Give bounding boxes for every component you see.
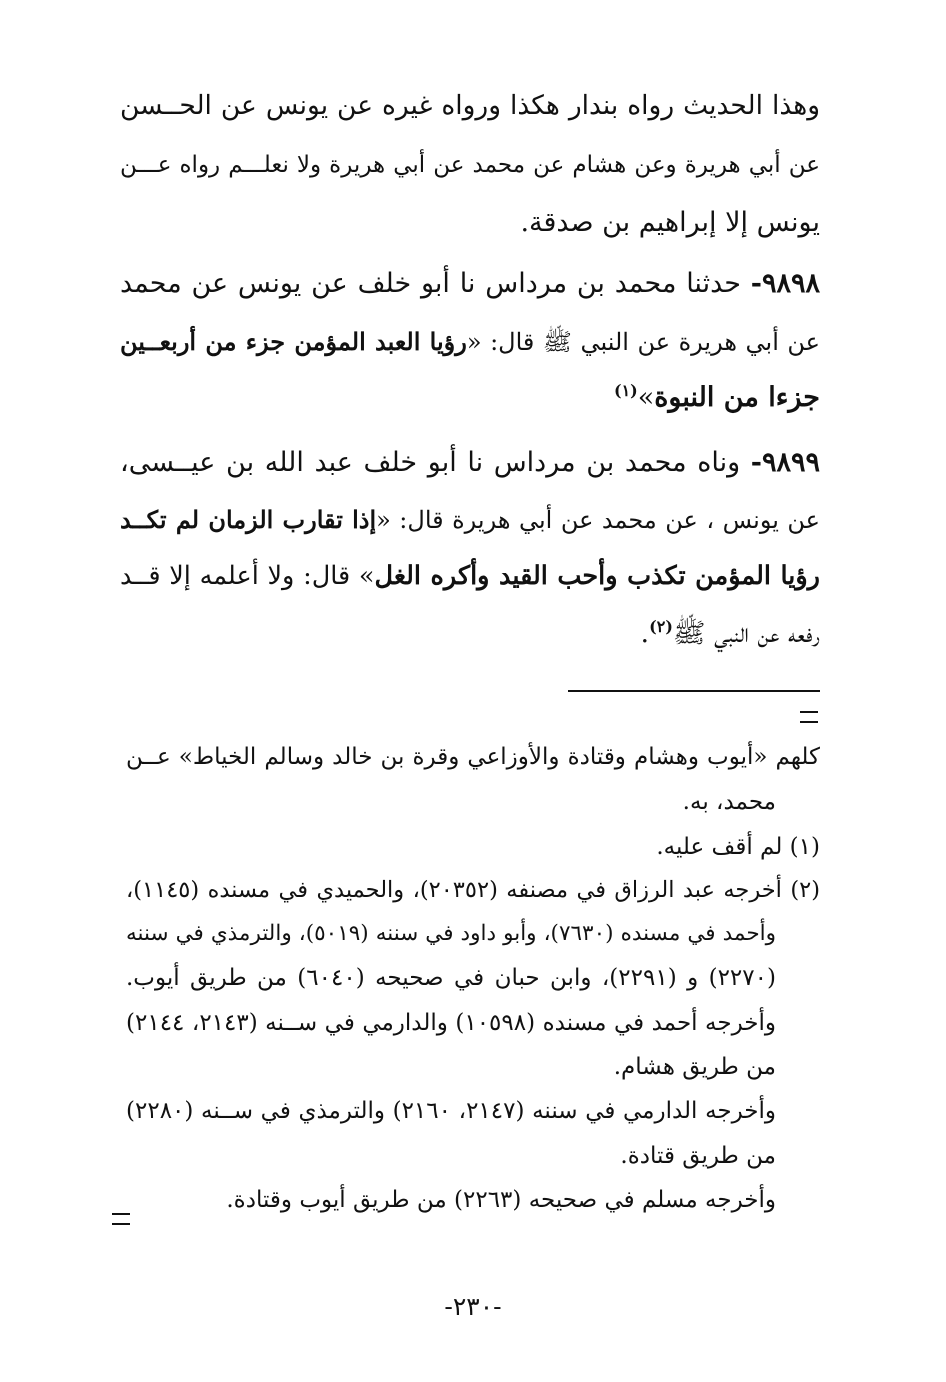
hadith-matn: رؤيا العبد المؤمن جزء من أربعــين [120,327,467,356]
footnote-line: محمد، به. [682,789,776,815]
hadith-9898-line [120,322,820,362]
hadith-text: » قال: ولا أعلمه إلا قــد [120,561,375,591]
main-text-line: عن أبي هريرة وعن هشام عن محمد عن أبي هريرة ولا نعلـــم رواه عـــن [120,152,820,178]
hadith-9899-line [120,500,820,540]
footnote-line: كلهم «أيوب وهشام وقتادة والأوزاعي وقرة بن خالد وسالم الخياط» عــن [126,744,820,770]
continuation-mark [112,1213,130,1225]
hadith-matn: رؤيا المؤمن تكذب وأحب القيد وأكره الغل [374,561,820,591]
hadith-text: حدثنا محمد بن مرداس نا أبو خلف عن يونس عن محمد [120,268,751,299]
main-text-line: يونس إلا إبراهيم بن صدقة. [520,207,820,238]
quote-close: » [637,382,655,413]
hadith-text: عن أبي هريرة عن النبي ﷺ قال: « [466,328,821,356]
hadith-number: ٩٨٩٨- [750,268,820,299]
footnote-2-line: وأخرجه الدارمي في سننه (٢١٤٧، ٢١٦٠) والترمذي في ســنه (٢٢٨٠) [126,1098,777,1124]
footnote-ref: (٢) [649,617,673,636]
footnote-2-line: (٢٢٧٠) و (٢٢٩١)، وابن حبان في صحيحه (٦٠٤٠) من طريق أيوب. [126,965,776,991]
continuation-mark [800,711,818,723]
hadith-matn: إذا تقارب الزمان لم تكــد [120,505,377,534]
hadith-number: ٩٨٩٩- [750,447,820,478]
footnote-2-line: من طريق قتادة. [620,1143,776,1169]
footnote-ref: (١) [614,381,638,400]
hadith-matn: جزءا من النبوة [654,382,820,413]
hadith-9899-line [120,614,820,654]
main-text-line: وهذا الحديث رواه بندار هكذا ورواه غيره عن يونس عن الحــسن [120,90,820,121]
page-number: -٢٣٠- [444,1292,502,1321]
footnote-2-line: من طريق هشام. [613,1054,776,1080]
footnote-2-line: (٢) أخرجه عبد الرزاق في مصنفه (٢٠٣٥٢)، والحميدي في مسنده (١١٤٥)، [126,877,820,903]
footnote-separator [568,690,820,692]
hadith-9898-line [120,378,820,418]
footnote-2-line: وأخرجه مسلم في صحيحه (٢٢٦٣) من طريق أيوب وقتادة. [226,1187,776,1213]
footnote-2-line: وأحمد في مسنده (٧٦٣٠)، وأبو داود في سننه (٥٠١٩)، والترمذي في سننه [126,921,776,946]
hadith-9898-line [120,264,820,304]
hadith-text: عن يونس ، عن محمد عن أبي هريرة قال: « [376,506,821,534]
hadith-9899-line [120,556,820,596]
hadith-text: وناه محمد بن مرداس نا أبو خلف عبد الله بن عيــسى، [120,447,751,478]
hadith-9899-line [120,443,820,483]
footnote-1: (١) لم أقف عليه. [656,834,820,860]
hadith-text: . [640,618,650,649]
footnote-2-line: وأخرجه أحمد في مسنده (١٠٥٩٨) والدارمي في ســنه (٢١٤٣، ٢١٤٤) [126,1010,776,1036]
hadith-text: رفعه عن النبي ﷺ [672,618,820,649]
